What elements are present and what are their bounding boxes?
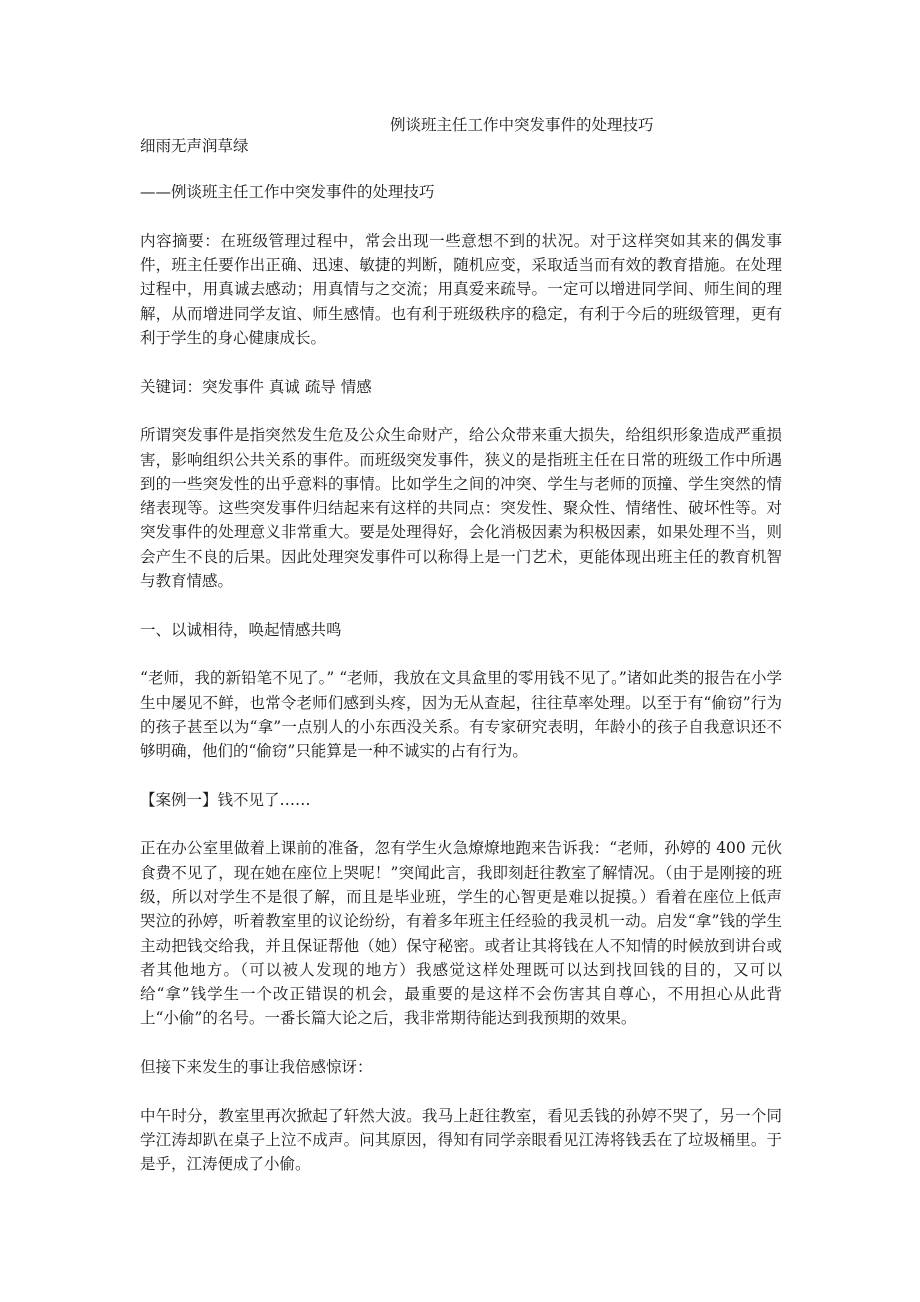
case-paragraph: 正在办公室里做着上课前的准备，忽有学生火急燎燎地跑来告诉我：“老师，孙婷的 400 元伙食费不见了，现在她在座位上哭呢！”突闻此言，我即刻赶往教室了解情况。（由于是刚接的班级，所以对学生不是很了解，而且是毕业班，学生的心智更是难以捉摸。）看着在座位上低声哭泣的孙婷，听着教室里的议论纷纷，有着多年班主任经验的我灵机一动。启发“拿”钱的学生主动把钱交给我，并且保证帮他（她）保守秘密。或者让其将钱在人不知情的时候放到讲台或者其他地方。（可以被人发现的地方）我感觉这样处理既可以达到找回钱的目的，又可以给“拿”钱学生一个改正错误的机会，最重要的是这样不会伤害其自尊心，不用担心从此背上“小偷”的名号。一番长篇大论之后，我非常期待能达到我预期的效果。 bbox=[140, 839, 782, 1028]
noon-paragraph: 中午时分，教室里再次掀起了轩然大波。我马上赶往教室，看见丢钱的孙婷不哭了，另一个同学江涛却趴在桌子上泣不成声。问其原因，得知有同学亲眼看见江涛将钱丢在了垃圾桶里。于是乎，江涛便成了小偷。 bbox=[140, 1106, 782, 1174]
article-heading: 细雨无声润草绿 bbox=[140, 137, 249, 155]
article-subheading: ——例谈班主任工作中突发事件的处理技巧 bbox=[140, 183, 435, 202]
section-paragraph: “老师，我的新铅笔不见了。” “老师，我放在文具盒里的零用钱不见了。”诸如此类的报告在小学生中屡见不鲜，也常令老师们感到头疼，因为无从查起，往往草率处理。以至于有“偷窃”行为的孩子甚至以为“拿”一点别人的小东西没关系。有专家研究表明，年龄小的孩子自我意识还不够明确，他们的“偷窃”只能算是一种不诚实的占有行为。 bbox=[140, 669, 782, 761]
case-title: 【案例一】钱不见了…… bbox=[140, 790, 311, 809]
abstract-paragraph: 内容摘要：在班级管理过程中，常会出现一些意想不到的状况。对于这样突如其来的偶发事件，班主任要作出正确、迅速、敏捷的判断，随机应变，采取适当而有效的教育措施。在处理过程中，用真诚去感动；用真情与之交流；用真爱来疏导。一定可以增进同学间、师生间的理解，从而增进同学友谊、师生感情。也有利于班级秩序的稳定，有利于今后的班级管理，更有利于学生的身心健康成长。 bbox=[140, 231, 782, 348]
section-title: 一、以诚相待，唤起情感共鸣 bbox=[140, 620, 342, 639]
keywords-line: 关键词：突发事件 真诚 疏导 情感 bbox=[140, 377, 372, 396]
document-body bbox=[140, 134, 782, 1201]
transition-line: 但接下来发生的事让我倍感惊讶： bbox=[140, 1057, 373, 1076]
intro-paragraph: 所谓突发事件是指突然发生危及公众生命财产，给公众带来重大损失，给组织形象造成严重损害，影响组织公共关系的事件。而班级突发事件，狭义的是指班主任在日常的班级工作中所遇到的一些突发性的出乎意料的事情。比如学生之间的冲突、学生与老师的顶撞、学生突然的情绪表现等。这些突发事件归结起来有这样的共同点：突发性、聚众性、情绪性、破坏性等。对突发事件的处理意义非常重大。要是处理得好，会化消极因素为积极因素，如果处理不当，则会产生不良的后果。因此处理突发事件可以称得上是一门艺术，更能体现出班主任的教育机智与教育情感。 bbox=[140, 426, 782, 591]
document-title: 例谈班主任工作中突发事件的处理技巧 bbox=[390, 116, 654, 134]
